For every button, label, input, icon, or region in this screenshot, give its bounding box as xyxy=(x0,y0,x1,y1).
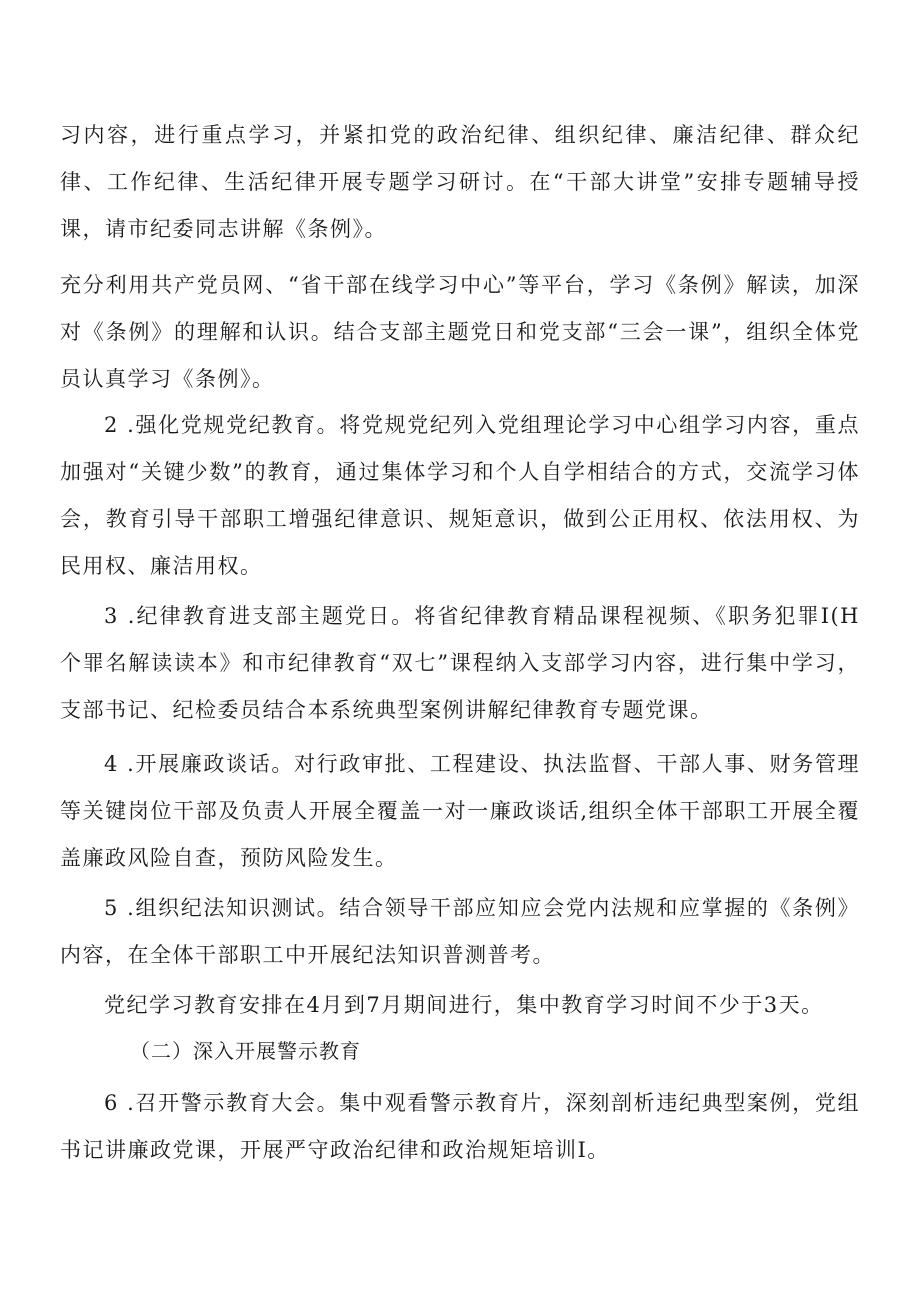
paragraph-item-4: 4 .开展廉政谈话。对行政审批、工程建设、执法监督、干部人事、财务管理等关键岗位干部及负责人开展全覆盖一对一廉政谈话,组织全体干部职工开展全覆盖廉政风险自查，预防风险发生。 xyxy=(60,752,860,870)
paragraph-item-2: 2 .强化党规党纪教育。将党规党纪列入党组理论学习中心组学习内容，重点加强对“关键少数”的教育，通过集体学习和个人自学相结合的方式，交流学习体会，教育引导干部职工增强纪律意识、规矩意识，做到公正用权、依法用权、为民用权、廉洁用权。 xyxy=(60,413,860,578)
paragraph-item-6: 6 .召开警示教育大会。集中观看警示教育片，深刻剖析违纪典型案例，党组书记讲廉政党课，开展严守政治纪律和政治规矩培训I。 xyxy=(60,1091,860,1162)
paragraph-item-5: 5 .组织纪法知识测试。结合领导干部应知应会党内法规和应掌握的《条例》内容，在全体干部职工中开展纪法知识普测普考。 xyxy=(60,896,860,967)
paragraph-item-3: 3 .纪律教育进支部主题党日。将省纪律教育精品课程视频、《职务犯罪I(H个罪名解读读本》和市纪律教育“双七”课程纳入支部学习内容，进行集中学习，支部书记、纪检委员结合本系统典型案例讲解纪律教育专题党课。 xyxy=(60,604,860,722)
paragraph-study-content: 习内容，进行重点学习，并紧扣党的政治纪律、组织纪律、廉洁纪律、群众纪律、工作纪律、生活纪律开展专题学习研讨。在“干部大讲堂”安排专题辅导授课，请市纪委同志讲解《条例》。 xyxy=(60,123,860,241)
paragraph-online-platforms: 充分利用共产党员网、“省干部在线学习中心”等平台，学习《条例》解读，加深对《条例》的理解和认识。结合支部主题党日和党支部“三会一课”，组织全体党员认真学习《条例》。 xyxy=(60,273,860,391)
section-heading-warning-education: （二）深入开展警示教育 xyxy=(130,1039,361,1063)
paragraph-schedule: 党纪学习教育安排在4月到7月期间进行，集中教育学习时间不少于3天。 xyxy=(104,993,824,1017)
